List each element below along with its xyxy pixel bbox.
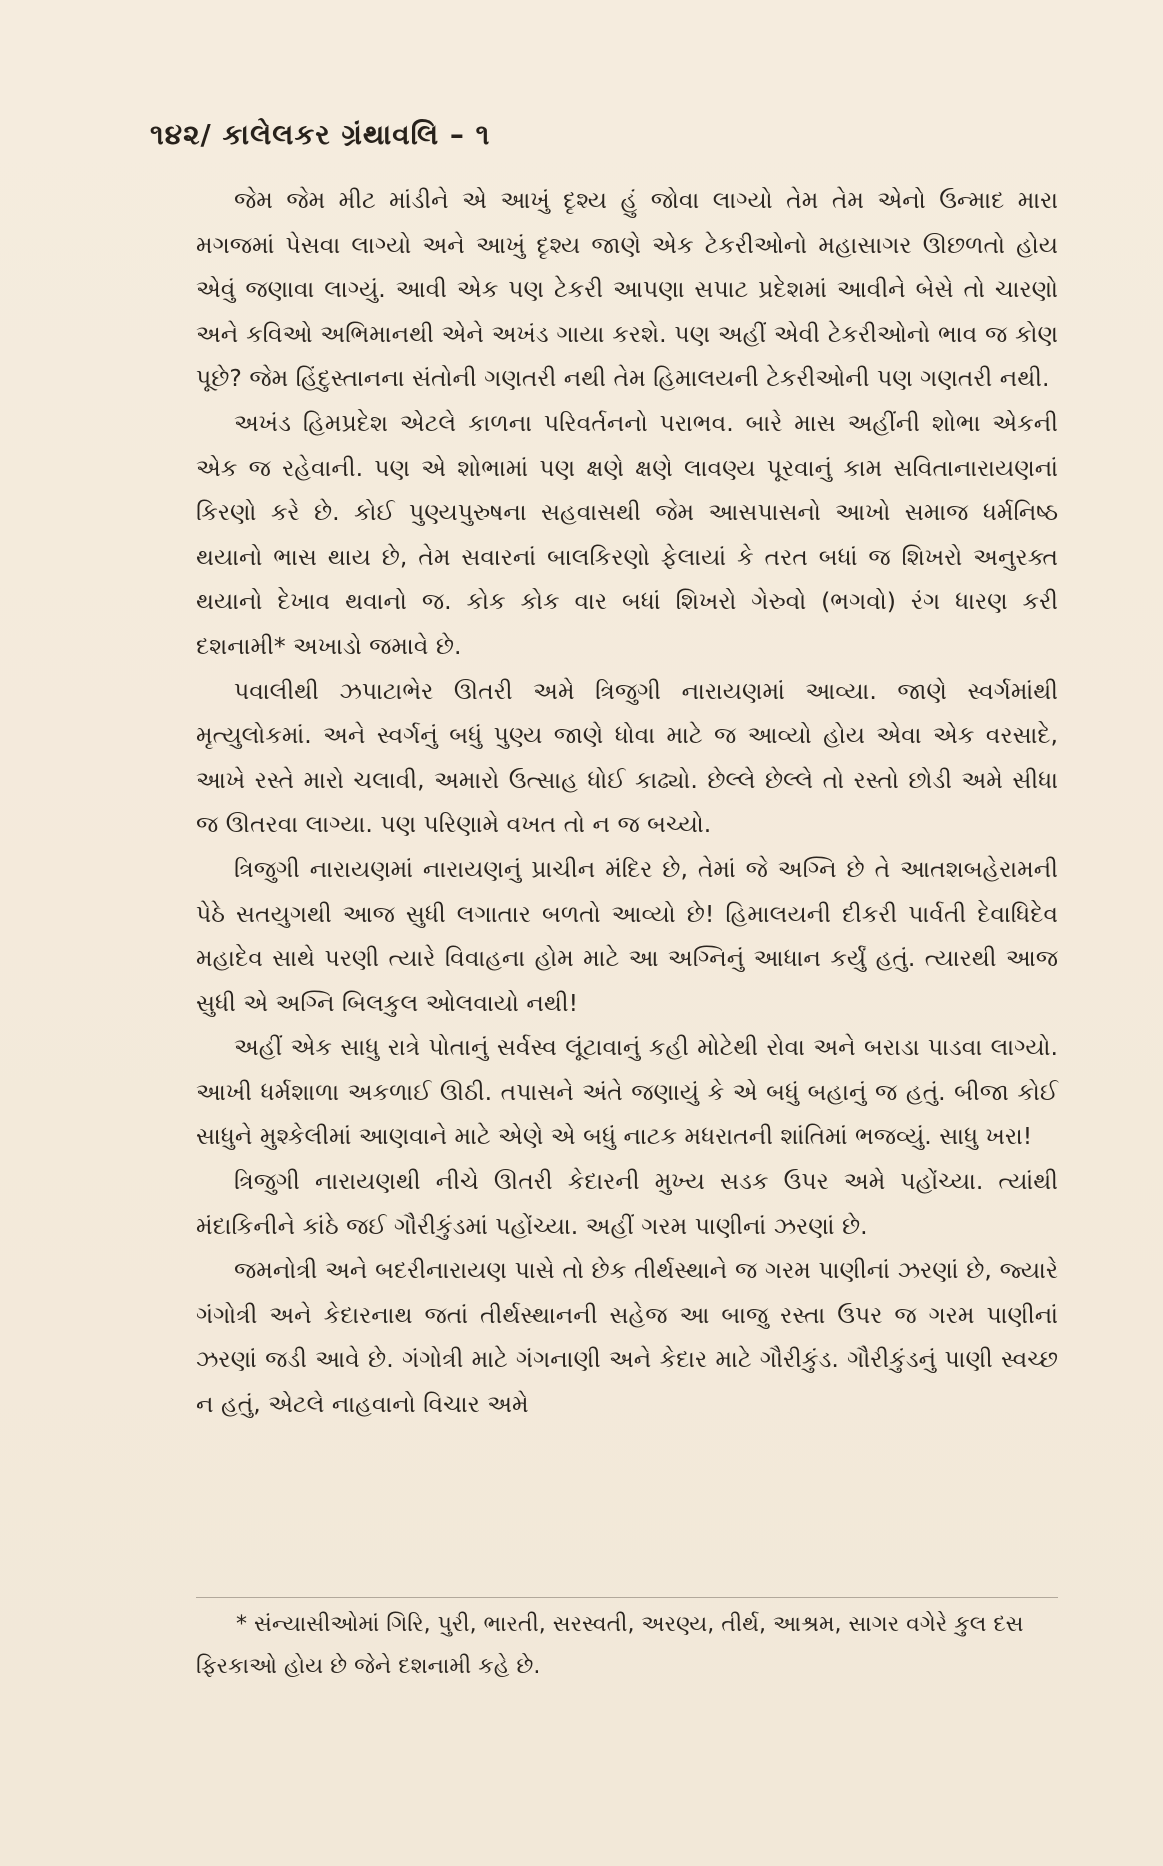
footnote-text: * સંન્યાસીઓમાં ગિરિ, પુરી, ભારતી, સરસ્વતી, અરણ્ય, તીર્થ, આશ્રમ, સાગર વગેરે કુલ દસ ફિરકાઓ હોય છે જેને દશનામી કહે છે.: [196, 1612, 1024, 1679]
paragraph: પવાલીથી ઝપાટાભેર ઊતરી અમે ત્રિજુગી નારાયણમાં આવ્યા. જાણે સ્વર્ગમાંથી મૃત્યુલોકમાં. અને સ્વર્ગનું બધું પુણ્ય જાણે ધોવા માટે જ આવ્યો હોય એવા એક વરસાદે, આખે રસ્તે મારો ચલાવી, અમારો ઉત્સાહ ધોઈ કાઢ્યો. છેલ્લે છેલ્લે તો રસ્તો છોડી અમે સીધા જ ઊતરવા લાગ્યા. પણ પરિણામે વખત તો ન જ બચ્યો.: [196, 676, 1058, 839]
paragraph: અખંડ હિમપ્રદેશ એટલે કાળના પરિવર્તનનો પરાભવ. બારે માસ અહીંની શોભા એકની એક જ રહેવાની. પણ એ શોભામાં પણ ક્ષણે ક્ષણે લાવણ્ય પૂરવાનું કામ સવિતાનારાયણનાં કિરણો કરે છે. કોઈ પુણ્યપુરુષના સહવાસથી જેમ આસપાસનો આખો સમાજ ધર્મનિષ્ઠ થયાનો ભાસ થાય છે, તેમ સવારનાં બાલકિરણો ફેલાયાં કે તરત બધાં જ શિખરો અનુરક્ત થયાનો દેખાવ થવાનો જ. કોક કોક વાર બધાં શિખરો ગેરુવો (ભગવો) રંગ ધારણ કરી દશનામી* અખાડો જમાવે છે.: [196, 408, 1058, 660]
paragraph: જમનોત્રી અને બદરીનારાયણ પાસે તો છેક તીર્થસ્થાને જ ગરમ પાણીનાં ઝરણાં છે, જ્યારે ગંગોત્રી અને કેદારનાથ જતાં તીર્થસ્થાનની સહેજ આ બાજુ રસ્તા ઉપર જ ગરમ પાણીનાં ઝરણાં જડી આવે છે. ગંગોત્રી માટે ગંગનાણી અને કેદાર માટે ગૌરીકુંડ. ગૌરીકુંડનું પાણી સ્વચ્છ ન હતું, એટલે નાહવાનો વિચાર અમે: [196, 1256, 1058, 1419]
body-text: [196, 178, 1058, 1427]
paragraph: ત્રિજુગી નારાયણથી નીચે ઊતરી કેદારની મુખ્ય સડક ઉપર અમે પહોંચ્યા. ત્યાંથી મંદાકિનીને કાંઠે જઈ ગૌરીકુંડમાં પહોંચ્યા. અહીં ગરમ પાણીનાં ઝરણાં છે.: [196, 1167, 1058, 1240]
running-header: ૧૪૨/ કાલેલકર ગ્રંથાવલિ – ૧: [150, 118, 491, 151]
paragraph: ત્રિજુગી નારાયણમાં નારાયણનું પ્રાચીન મંદિર છે, તેમાં જે અગ્નિ છે તે આતશબહેરામની પેઠે સતયુગથી આજ સુધી લગાતાર બળતો આવ્યો છે! હિમાલયની દીકરી પાર્વતી દેવાધિદેવ મહાદેવ સાથે પરણી ત્યારે વિવાહના હોમ માટે આ અગ્નિનું આધાન કર્યું હતું. ત્યારથી આજ સુધી એ અગ્નિ બિલકુલ ઓલવાયો નથી!: [196, 854, 1058, 1017]
footnote: [196, 1604, 1058, 1688]
footnote-divider: [196, 1597, 1058, 1598]
paragraph: અહીં એક સાધુ રાત્રે પોતાનું સર્વસ્વ લૂંટાવાનું કહી મોટેથી રોવા અને બરાડા પાડવા લાગ્યો. આખી ધર્મશાળા અકળાઈ ઊઠી. તપાસને અંતે જણાયું કે એ બધું બહાનું જ હતું. બીજા કોઈ સાધુને મુશ્કેલીમાં આણવાને માટે એણે એ બધું નાટક મધરાતની શાંતિમાં ભજવ્યું. સાધુ ખરા!: [196, 1033, 1058, 1151]
paragraph: જેમ જેમ મીટ માંડીને એ આખું દૃશ્ય હું જોવા લાગ્યો તેમ તેમ એનો ઉન્માદ મારા મગજમાં પેસવા લાગ્યો અને આખું દૃશ્ય જાણે એક ટેકરીઓનો મહાસાગર ઊછળતો હોય એવું જણાવા લાગ્યું. આવી એક પણ ટેકરી આપણા સપાટ પ્રદેશમાં આવીને બેસે તો ચારણો અને કવિઓ અભિમાનથી એને અખંડ ગાયા કરશે. પણ અહીં એવી ટેકરીઓનો ભાવ જ કોણ પૂછે? જેમ હિંદુસ્તાનના સંતોની ગણતરી નથી તેમ હિમાલયની ટેકરીઓની પણ ગણતરી નથી.: [196, 186, 1058, 393]
